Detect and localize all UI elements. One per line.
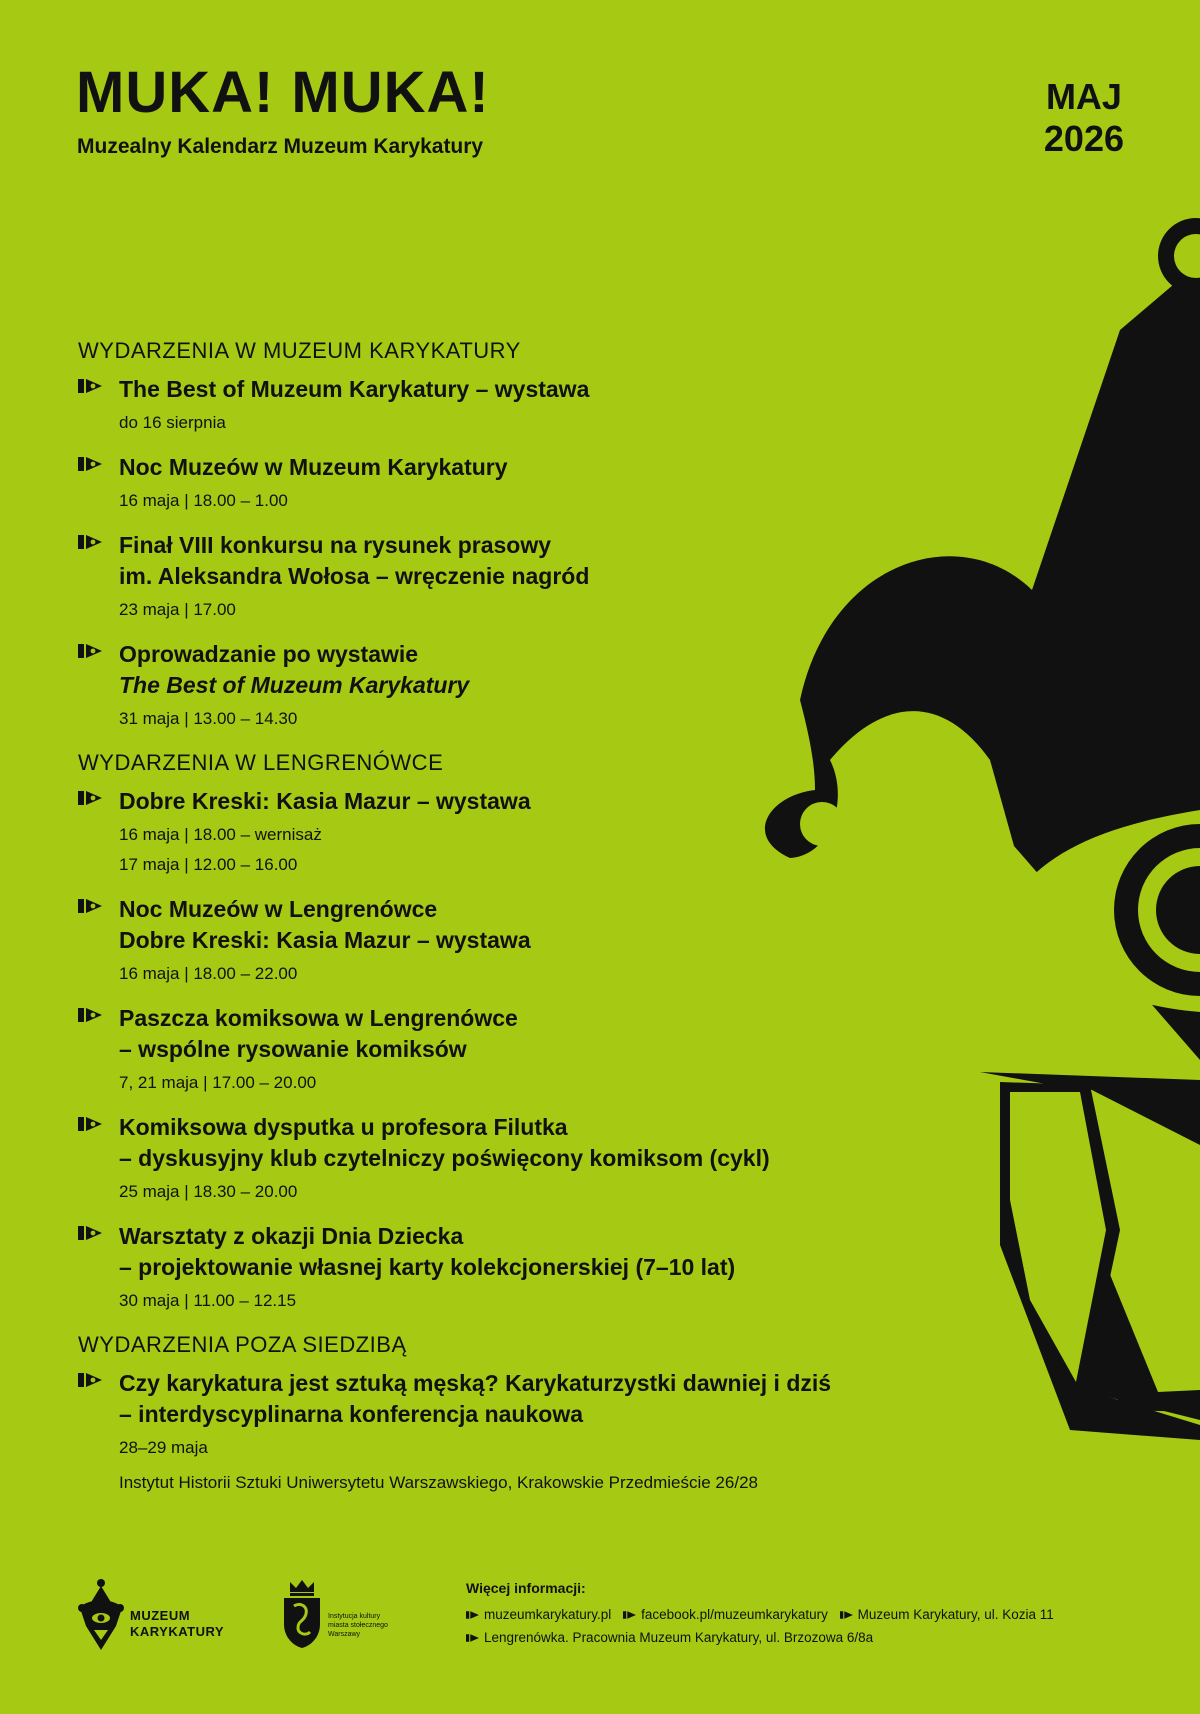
event-date: 16 maja | 18.00 – wernisaż	[119, 825, 322, 844]
event-date: 16 maja | 18.00 – 1.00	[119, 491, 288, 510]
museum-logo-text	[130, 1608, 224, 1640]
event-title: Finał VIII konkursu na rysunek prasowy	[119, 532, 552, 558]
section-title: WYDARZENIA POZA SIEDZIBĄ	[78, 1332, 407, 1357]
section-museum	[78, 338, 958, 730]
logo-line-1: Instytucja kultury	[328, 1613, 381, 1620]
event-date: 23 maja | 17.00	[119, 600, 236, 619]
event-item	[78, 1221, 958, 1312]
event-item	[78, 452, 958, 512]
event-title: Czy karykatura jest sztuką męską? Karykaturzystki dawniej i dziś	[119, 1370, 832, 1396]
pencil-arrow-icon	[78, 642, 104, 660]
pencil-arrow-icon	[78, 455, 104, 473]
more-info	[466, 1580, 1166, 1650]
website-link[interactable]	[466, 1604, 611, 1626]
event-location: Instytut Historii Sztuki Uniwersytetu Warszawskiego, Krakowskie Przedmieście 26/28	[119, 1473, 758, 1492]
footer	[0, 1570, 1200, 1690]
event-date: 30 maja | 11.00 – 12.15	[119, 1291, 297, 1310]
pencil-arrow-icon	[78, 1224, 104, 1242]
pencil-arrow-icon	[78, 1371, 104, 1389]
logo-line-2: KARYKATURY	[130, 1624, 225, 1639]
event-title-line-2: – wspólne rysowanie komiksów	[119, 1036, 467, 1062]
event-date: 16 maja | 18.00 – 22.00	[119, 964, 298, 983]
section-lengrenowka	[78, 750, 958, 1312]
facebook-link[interactable]	[623, 1604, 828, 1626]
event-item	[78, 786, 958, 876]
link-text: Lengrenówka. Pracownia Muzeum Karykatury, ul. Brzozowa 6/8a	[484, 1630, 874, 1645]
warsaw-logo	[280, 1576, 420, 1656]
pencil-arrow-icon	[78, 789, 104, 807]
logo-line-2: miasta stołecznego	[328, 1622, 388, 1629]
event-title-line-2: – dyskusyjny klub czytelniczy poświęcony komiksom (cykl)	[119, 1145, 770, 1171]
pencil-arrow-icon	[78, 897, 104, 915]
pencil-arrow-icon	[840, 1610, 854, 1620]
month-year	[1044, 76, 1124, 161]
info-row	[466, 1604, 1166, 1627]
month-label: MAJ	[1045, 76, 1122, 117]
pencil-arrow-icon	[78, 1006, 104, 1024]
event-title: Dobre Kreski: Kasia Mazur – wystawa	[119, 788, 531, 814]
pencil-arrow-icon	[78, 377, 104, 395]
logo-line-1: MUZEUM	[130, 1608, 191, 1623]
event-title: Noc Muzeów w Lengrenówce	[119, 896, 438, 922]
museum-logo	[76, 1578, 246, 1658]
address-museum	[840, 1604, 1054, 1626]
link-text: muzeumkarykatury.pl	[484, 1607, 612, 1622]
pencil-arrow-icon	[78, 533, 104, 551]
event-title: Noc Muzeów w Muzeum Karykatury	[119, 454, 508, 480]
poster-title: MUKA! MUKA!	[76, 60, 490, 125]
event-item	[78, 1003, 958, 1094]
link-text: Muzeum Karykatury, ul. Kozia 11	[857, 1607, 1054, 1622]
event-title-line-2: The Best of Muzeum Karykatury	[119, 672, 470, 698]
event-date: 7, 21 maja | 17.00 – 20.00	[119, 1073, 317, 1092]
section-offsite	[78, 1332, 958, 1494]
pencil-arrow-icon	[623, 1610, 637, 1620]
event-title: The Best of Muzeum Karykatury – wystawa	[119, 376, 590, 402]
event-date: 28–29 maja	[119, 1438, 208, 1457]
pencil-arrow-icon	[466, 1633, 480, 1643]
poster-subtitle: Muzealny Kalendarz Muzeum Karykatury	[77, 135, 484, 158]
event-date: 31 maja | 13.00 – 14.30	[119, 709, 298, 728]
event-item	[78, 374, 958, 434]
event-listings	[78, 338, 958, 1514]
link-text: facebook.pl/muzeumkarykatury	[641, 1607, 828, 1622]
pencil-arrow-icon	[466, 1610, 480, 1620]
jester-logo-icon	[76, 1578, 126, 1652]
info-title: Więcej informacji:	[466, 1580, 586, 1596]
section-title: WYDARZENIA W MUZEUM KARYKATURY	[78, 338, 521, 363]
event-date: 25 maja | 18.30 – 20.00	[119, 1182, 298, 1201]
event-title: Warsztaty z okazji Dnia Dziecka	[119, 1223, 464, 1249]
event-item	[78, 530, 958, 621]
event-date: 17 maja | 12.00 – 16.00	[119, 855, 298, 874]
event-title: Komiksowa dysputka u profesora Filutka	[119, 1114, 568, 1140]
year-label: 2026	[1043, 118, 1124, 160]
section-title: WYDARZENIA W LENGRENÓWCE	[78, 750, 444, 775]
info-row	[466, 1627, 1166, 1650]
logo-line-3: Warszawy	[328, 1631, 361, 1638]
event-title: Oprowadzanie po wystawie	[119, 641, 419, 667]
event-title-line-2: – projektowanie własnej karty kolekcjonerskiej (7–10 lat)	[119, 1254, 736, 1280]
event-date: do 16 sierpnia	[119, 413, 226, 432]
event-title-line-2: Dobre Kreski: Kasia Mazur – wystawa	[119, 927, 531, 953]
event-item	[78, 1368, 958, 1494]
warsaw-crest-icon	[280, 1576, 324, 1650]
event-item	[78, 894, 958, 985]
event-title-line-2: im. Aleksandra Wołosa – wręczenie nagród	[119, 563, 590, 589]
event-title: Paszcza komiksowa w Lengrenówce	[119, 1005, 518, 1031]
event-title-line-2: – interdyscyplinarna konferencja naukowa	[119, 1401, 583, 1427]
warsaw-logo-text	[328, 1612, 408, 1639]
event-item	[78, 639, 958, 730]
address-lengrenowka	[466, 1627, 873, 1649]
pencil-arrow-icon	[78, 1115, 104, 1133]
event-item	[78, 1112, 958, 1203]
